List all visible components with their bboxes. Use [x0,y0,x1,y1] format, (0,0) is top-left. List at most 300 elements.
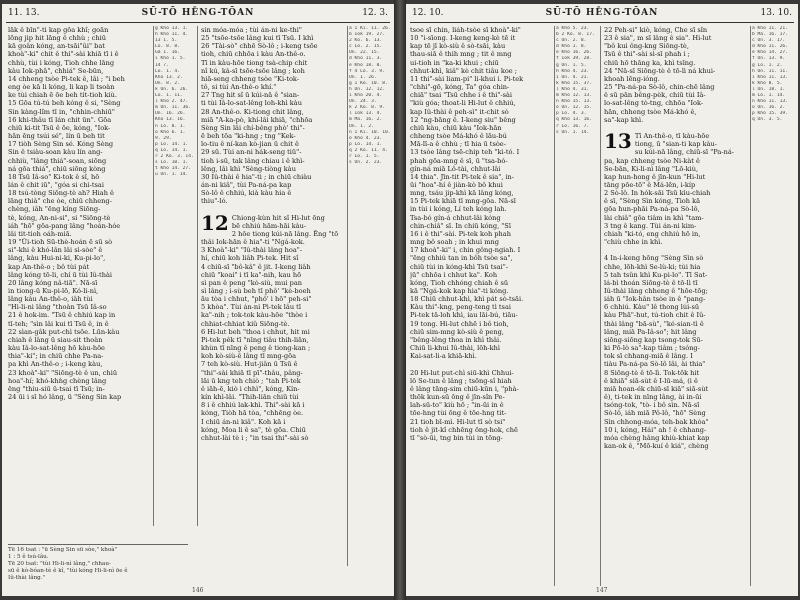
cross-reference: i Ūn. 4. 21. [556,74,590,80]
cross-reference: p Lō. 14. 1. [155,141,189,147]
verse-line: ka"-nih ; tok-tok kàu-hōe "thòe i [201,311,308,320]
verse-line: 29 sū. Tùi an-ni hák-seng tiū"- [201,148,302,157]
left-page-header [6,8,390,22]
cross-reference: f 4 Lō. 3. 9. [349,68,385,74]
cross-reference: 2 Ko. 6. 13. [349,38,383,44]
verse-line: "chhi"-gō, kóng, Ta" góa chin- [410,83,510,92]
verse-line: tok sī chhang-miā ê lâng. I [604,352,693,361]
verse-line: Kai-sat-li-a khiā-khì. [410,352,477,361]
verse-line: sa"-kap khì. [604,115,644,124]
verse-line: 17 khoà"-ki" i, chin gông-ngiah. I [410,246,521,255]
verse-line: 13 Tī An-thê-o, tī kàu-hōe [604,129,710,154]
verse-line: pa khì An-thê-o ; i-keng kàu, [8,360,103,369]
cross-reference: p Kho 15. 39. [752,111,788,117]
cross-reference: Kho 13. 2. [155,74,183,80]
verse-line: sin móa-móa ; tùi án-ni ke-thi" [201,26,302,34]
verse-line: Sò-lô, iáh miā Pô-lô, "hō" Sèng [604,409,706,418]
verse-line: in tùi i kóng, Lí teh kóng lah. [410,205,507,214]
right-page [406,4,798,596]
verse-line [410,360,552,368]
verse-line: chiū tùi in kóng-khì Tsū tsai"- [410,262,509,271]
verse-line [604,246,748,254]
verse-line: 5 tah tsûn khì Ku-pi-lo". Tī Sat- [604,270,708,279]
verse-line: lāng thià" che òe, chiū chheng- [8,197,112,206]
right-text-column-1 [410,26,552,592]
verse-line: tô, si tùi An-thê-o khí." [201,83,277,92]
verse-line: kan-ok ê, "Mō-kuí ê kiá", chèng [604,441,709,450]
verse-line: móa chèng hâng khiù-khiat kap [604,433,710,442]
verse-line: 5 khòa". Tùi án-ni Pi-tek lâu tī [201,303,301,312]
verse-line: lah-sū-to" kiù hō ; "in-ūi in ê [410,401,504,410]
right-column-divider-3 [750,26,751,586]
verse-line: chhe, lōh-khì Se-lù-ki; tùi hia [604,262,701,271]
cross-reference: q Lō. 14. 1. [155,147,189,153]
cross-reference: n Kho 15. 13. [556,99,592,105]
verse-line: chèng, iâh "ēng kíng Siōng- [8,205,101,214]
verse-line: lài chiâ" gōa tiâm in khì "tam- [604,213,704,222]
verse-line: gōa hun-phāi Pa-ná-pa Sò-lô, [604,205,700,214]
verse-line: khùn tī nīng ê peng ê tiong-kan ; [201,344,311,353]
verse-line: lâng, miā Pa-Iâ-so"; hit lâng [604,327,697,336]
verse-line: 15 Pi-tek khiā tī mng-gōa. Nā-sī [410,197,516,206]
verse-line: su kúi-nā lâng, chiū-sī "Pa-ná- [634,148,734,157]
verse-line: 16 i ê thi"-sài. Pi-tek koh phah [410,229,511,238]
verse-line: kap Iû-thài ê peh-sì" it-chit sò [410,107,509,116]
verse-line: ê iāh-ē, kiò i chhì", kóng, Kín- [201,384,300,393]
cross-reference: e Kho 16. 26. [556,50,592,56]
verse-line: lo-sat-lêng tò-tng, chhōa "Iok- [604,99,704,108]
verse-line: ê lâng tāng-sim chiū-kūn i, "phà- [410,384,519,393]
verse-line: kap tē jī kò-siù ê sò-tsāi, kàu [410,42,506,51]
cross-reference: q Kho 13. 16. [556,117,592,123]
verse-line: chhut-khì, kiâ" kè chit tiâu koe ; [410,66,518,75]
verse-line: 7 teh kò-siù. Hut-jiân ū Tsū ê [201,360,298,369]
cross-reference: a Kho 11. 21. [752,26,788,31]
verse-line: gín-ná miā Lô-tài, chhut-lâi [410,164,501,173]
cross-reference: l Kho 2. 47. [155,99,189,105]
right-header-title: SŪ-TŌ HĒNG-TŌAN [545,8,659,18]
verse-line: ē beh tōa "ki-hng ; tng "Kek- [201,132,296,141]
verse-line: eng òe kā li kóng, li kap li tsoàn [8,83,115,92]
verse-line: 4 chiū-sī "bô-kâ" ê jit. I-keng liâh [201,262,311,271]
verse-line: lêng, lâi khì "Sèng-tiòng kàu [201,164,296,173]
cross-reference: q Ūn. 3. 5. [752,117,783,123]
verse-line: 10 "i-sīong. I-keng keng-kè tē it [410,34,516,43]
cross-reference: h Kho 4. 23. [556,68,590,74]
verse-line: Chiū li-khui Iû-thài, lōh-khì [410,344,500,353]
right-cross-references-2 [752,26,796,586]
verse-line: tī "sò-ūi, tng bin tùi in tōng- [410,433,503,442]
verse-line: "bô kui ông-kng Siōng-tè, [604,42,689,51]
verse-line: tioh i-sū, tak lâng chiau i ê khì- [201,156,305,165]
cross-reference: k 2 Ko. 8. 9. [349,105,385,111]
verse-line: 4 In-i-keng hōng "Sèng Sìn sò [604,254,704,263]
verse-line: tsoe sī chin, liáh-tsòe sī khoà"-ki" [410,26,521,34]
verse-line: ê sū pān bêng-pèk, chiū tùi Iâ- [604,91,706,100]
cross-reference: k Ūn. 6. 26. [155,86,189,92]
verse-line: lá-bì thoán Siōng-tè ê tō-lì tī [604,278,698,287]
cross-reference: d Kho 1. 8. [556,44,587,50]
cross-reference: c Ūn. 2. 8. [556,38,587,44]
right-column-divider-1 [554,26,555,586]
cross-reference: a Kho 5. 23. [556,26,590,31]
cross-reference: l Kho 4. 31. [556,86,590,92]
cross-reference: n Kho 11. 13. [752,99,788,105]
verse-line: "thi"-sài khiā tī pī"-thâu, pâng- [201,368,303,377]
verse-line: 10 i, kóng, Hái" ah ! ê chhang- [604,425,707,434]
verse-line: "Hi-li-ni lâng "thoàn Tsū Iâ-so [8,303,107,312]
verse-line: Tsū ê thi"-sài sì-sī phah i ; [604,50,690,59]
verse-line: Mā-lī-a ê chhù ; tī hia ū tsòe- [410,140,506,149]
verse-line: "chiù chhe in khì. [604,238,663,247]
verse-line: chiū kàu, chiū kàu "Iok-hān [410,123,502,132]
verse-line: chhù, tùi i kóng, Tioh chhe lāng [8,58,115,67]
verse-line: ēng "thiu-siū ū-tsai tī Tsū; in- [8,384,105,393]
verse-line: Sin ê tsiàu-soan kàu lín ang- [8,148,103,157]
cross-reference: g Lō. 1. 2. [752,62,783,68]
verse-line: si"-khi ê khó-lân lâi sì-sòe" ê [8,246,103,255]
right-header-rule [410,22,794,23]
cross-reference: n Lō. 8. 1. [155,123,186,129]
verse-line: chiū hō thāng ka, khì tsīng. [604,58,696,67]
right-text-column-2 [604,26,748,592]
cross-reference: c Lō. 2. 15. [349,44,383,50]
verse-line: 25 "tsōe-tsōe lâng kui tī Tsū. I khì [201,34,314,43]
verse-line: thia"-ki"; in chiū chhe Pa-na- [8,352,104,361]
verse-line: tioh ê jit-kî chhēng ōng-hok, chē [410,425,518,434]
verse-line: thài lâng "bā-sù", "ké-sian-tì ê [604,319,704,328]
verse-line: 18 tsú-tòng Siōng-tè ah? Hiah ê [8,189,114,198]
cross-reference: m Ma. 16. 2. [349,117,383,123]
verse-line: tiong, ū "sian-ti kap kàu- [634,140,718,149]
verse-line: siōng-siōng kap tsong-tok Sū- [604,335,703,344]
verse-line: lāk ê bīn"-ti kap gōa khî; goān [8,26,109,34]
verse-line: hiā-seng chheng tsòe "Ki-tok- [201,74,300,83]
footnote-line: Tē 16 tsat : "ū Sèng Sin sū sòe," khoà" [8,547,118,553]
verse-line: 24 ūi i sī hó lâng, ū "Sèng Sin kap [8,393,122,402]
verse-line: 18 Tsū Iâ-so" Ki-tok ê sî, hō [8,172,100,181]
cross-reference: h Ūn. 12. 12. [349,86,385,92]
left-header-title: SŪ-TŌ HĒNG-TŌAN [141,8,255,18]
cross-reference: i Kho 11. 13. [752,74,788,80]
verse-line: chhiù, "lâng thiá"-soan, siōng [8,156,107,165]
cross-reference: g 1 Ko. 10. 8. [349,80,388,86]
left-column-divider-2 [197,26,198,526]
cross-reference: c Ūn. 3. 17. [752,38,786,44]
verse-line: lāi ū kng teh chiò ; "tah Pi-tek [201,376,301,385]
cross-reference: 9. 29. [155,135,172,141]
cross-reference: n 1 Ki. 10. 10. [349,129,391,135]
verse-line: 15 Gōa tú-tú beh kóng ê si, "Sèng [8,99,121,108]
verse-line: 19 tong. Hi-lut chhē i bô tioh, [410,319,509,328]
verse-line: lo-tiu ê ní-kan kò-jian ū chit ê [201,140,299,149]
cross-reference: Ūn. 24. 3. [349,99,377,105]
verse-line: 27 Tng hit sî ū kúi-nā ê "sian- [201,91,300,100]
verse-line: nî kú, kà-sī tsōe-tsōe lâng ; koh [201,66,305,75]
verse-line: 12 "ng-bāng ê. I-keng siu" bêng [410,115,516,124]
verse-line: sì pan ê peng "kò-siù, mui pan [201,278,303,287]
verse-line: khoah lēng-ióng. [604,74,660,83]
verse-line: 14 chheng tsòe Pi-tek ê, lâi ; "i beh [8,74,125,83]
cross-reference: 13 1. 5. [155,38,178,44]
left-header-rule [6,22,390,23]
verse-line: kóng, Tioh chhóng chiah ê sū [410,278,509,287]
cross-reference: m Ūn. 11. 36. [155,105,191,111]
cross-reference: m Lō. 1. 14. [752,93,786,99]
cross-reference: Gâ 1. 16. [155,50,180,56]
left-cross-references-1 [155,26,195,526]
verse-line: iáh ū "Iok-hân tsòe in ê "pang- [604,295,706,304]
verse-line: mng bô soah ; in khui mng [410,238,499,247]
verse-line: chhut-lài tè i ; "in tsai thi"-sài sò [201,433,309,442]
cross-reference: o Ūn. 12. 15. [556,105,592,111]
cross-reference: q 2 Ko. 11. 4. [349,147,388,153]
verse-line: 30 Iû-thài ê hia"-ti ; in chiū chiàu [201,172,312,181]
cross-reference: k Kho 15. 37. [556,80,592,86]
verse-line: thau-siā ê thih mng ; tit ê mng [410,50,512,59]
verse-line: 6 chhiú. Kàu" lê thong lúi-sū [604,303,700,312]
left-footnotes [8,544,188,582]
verse-line: chiū "koai" i tī ka"-nih, kau hō [201,270,302,279]
verse-line: 19 "Ûi-tioh Sū-thè-hoán ē sū sò [8,238,113,247]
verse-line: 8 i ê chhiú lak-khì. Thi"-sài kā i [201,401,305,410]
right-header-reference-start: 12. 10. [412,8,444,18]
verse-line: 26 "Tài-sò" chhē Sò-lô ; i-keng tsōe [201,42,318,51]
cross-reference: m Kho 12. 13. [556,93,592,99]
verse-line: Sin kàng-lîm tī in, "chhin-chhiū" [8,107,115,116]
verse-line: mng, tsáu jip-khì kā lâng kóng, [410,189,514,198]
cross-reference: o Kho 6. 1. [155,129,186,135]
verse-line: lâng, kàu Hui-ni-ki, Ku-pi-lo", [8,254,106,263]
cross-reference: s Ūn. 1. 14. [556,129,590,135]
verse-line: kā "Ngá-kok kap hia"-ti kóng. [410,287,509,295]
verse-line: in tiong-ū Ku-pi-lō, Kó-li-nì, [8,287,99,295]
verse-line: chheng tsòe Má-khó ê lāu-bú [410,132,507,141]
cross-reference: a 1 Ki. 11. 26. [349,26,391,31]
cross-reference: i Kho 1. 5. [155,56,186,62]
cross-reference: r Lō. 16. 7. [556,123,590,129]
verse-line: 17 tiòh Sèng Sin sé. Kóng Sèng [8,140,114,149]
verse-line: chiah ê lâng ū siau-sit thoàn [8,335,103,344]
left-header-reference-start: 11. 13. [8,8,40,18]
verse-line: ê khiā" siā-sùt ê I-lū-má, (i ê [604,376,698,385]
left-column-divider-3 [347,26,348,566]
verse-line: chhiat-chhiat kiû Siōng-tè. [201,319,290,328]
left-header-reference-end: 12. 3. [362,8,388,18]
verse-line: 25 "Pa-ná-pa Sò-lô, chin-chē lâng [604,83,715,92]
verse-line: Sìn chhong-móa, teh-bak khòa" [604,417,709,426]
verse-line: kóng, Moa li ê sa", tè gōa. Chiū [201,425,306,434]
verse-line: chiū sim-mng kò-siù ê peng, [410,327,504,336]
right-column-divider-2 [600,26,601,586]
verse-line: 28 An-thê-o. Ki-tiong chit lâng, [201,107,304,116]
verse-line: ê), ti-tek in nīng lâng, ài in-ūi [604,393,702,402]
verse-line: 2 hōe tiong kúi-nā lâng. Ēng "tō [231,229,339,238]
verse-line: Kàu thi"-kng, peng-teng tì tsai [410,303,511,312]
verse-line: Tsa-bó gín-á chhut-lâi kóng [410,213,501,222]
verse-line: "ēng chhiú tan in bôh tsòe sa", [410,254,513,263]
verse-line: 22 Peh-si" kiò, kóng, Che sī sîn [604,26,708,34]
verse-line: tè, kóng, An-ni-si", si "Siōng-tè [8,213,111,222]
verse-line: ê sī, "Sèng Sìn kóng, Tioh kā [604,197,701,206]
verse-line: 18 Chiū chhut-khì, khì pát sò-tsāi. [410,295,524,304]
verse-line: kap hun-hong ê jīn-kun "Hi-lut [604,172,706,181]
verse-line: hān, chheng tsòe Má-khó ê, [604,107,697,116]
verse-line: thâi Iok-hān ê hia"-ti "Ngá-kok. [201,238,305,247]
verse-line: miā "A-ka-pò, khí-lâi khiā, "chhōa [201,115,313,124]
cross-reference: h Kho 11. 4. [155,32,189,38]
cross-reference: Kho 13. 16. [155,117,186,123]
verse-line: bē chhiú hām-hāi kàu- [231,221,307,230]
verse-line: 14 thia". Jīn-tit Pi-tek ê sia", in- [410,172,515,181]
cross-reference: h Ūn. 11. 11. [752,68,788,74]
cross-reference: s Lō. 10. 1. [155,160,189,166]
cross-reference: l Iok 13. 4. [349,111,383,117]
verse-line: chiah "ki-tó, eng chhiú hō in, [604,229,701,238]
verse-line: āu tòa i chhut, "phô' i hō" peh-si" [201,295,312,304]
verse-line: pa, kap chheng tsòe Ni-kàt ê [604,156,700,165]
verse-line: tsóng-tok, "tò- i bô sìn. Nā-sī [604,401,700,410]
footnote-line: 1 : 5 ê tsú-lâu. [8,554,49,560]
verse-line: hān ēng tsúi sé", lín ū beh tit [8,132,105,141]
verse-line: jū" chhōa i chhut ka". Koh [410,270,498,279]
verse-line: kā goân kóng, an-tsāi"ûi" bat [8,42,105,51]
verse-line: 21 ê hok-im. "Tsū ê chhiú kap in [8,311,116,320]
verse-line: ki Pō-lò sa"-kap tiâm ; tsóng- [604,344,700,353]
cross-reference: f Iōk 39. 28. [556,56,592,62]
verse-line: 3 tng ê kang. Tùi án-ni kim- [604,221,697,230]
verse-line: lâi tit-tioh oáh-miā. [8,229,72,238]
cross-reference: Ūn. 8. 2. [155,80,180,86]
cross-reference: Ūn. 16. 26. [155,111,186,117]
left-text-column-1 [8,26,151,422]
right-header-reference-end: 13. 10. [760,8,792,18]
cross-reference: g Ūn. 1. 5. [556,62,587,68]
verse-line: ná gōa thiá", chiū siōng kòng [8,164,106,173]
cross-reference: l Ūn. 18. 1. [752,86,786,92]
verse-line: Sò-lô ê chhiú, kià kàu hia ê [201,189,292,198]
cross-reference: p Lō. 14. 1. [349,141,383,147]
verse-line: kín khì-lâi. "Thih-liān chiū tùi [201,393,299,402]
verse-line: Pi-tek pêk tī "nīng tiâu thih-liān, [201,335,309,344]
verse-line: 23 khoà"-ki" "Siōng-tè ê un, chiū [8,368,118,377]
cross-reference: f Ūn. 13. 9. [752,56,786,62]
verse-line: 24 "Nā-sī Siōng-tè ê tō-lì ná khui- [604,66,716,75]
verse-line: 21 tioh bī-mì. Hi-lut tī sò tsi" [410,417,506,426]
verse-line: 16 khi-thâu tī lán chit ūn". Gōa [8,115,112,124]
verse-line: I chiū án-ni kiâ". Koh kā i [201,417,286,426]
verse-line: tiàu Pa-ná-pa Sò-lô lâi, ài thia" [604,360,706,369]
right-page-number: 147 [596,587,608,594]
verse-line: lâng kóng tō-li, chí ū tùi Iû-thài [8,270,112,279]
verse-line: "kiù góa; thoat-li Hi-lut ê chhiú, [410,99,516,108]
verse-line: 3 Khoà"-ki" "Iû-thài lâng hoa"- [201,246,303,255]
left-page-number: 146 [192,587,204,594]
verse-line: Sèng Sin lâi chí-bêng phò' thi"- [201,123,305,132]
verse-line: Tī in kàu-hōe tiong tsà-chip chit [201,58,308,67]
left-cross-references-2 [349,26,392,566]
cross-reference: b Ma. 16. 17. [752,32,788,38]
verse-line: chin-chiâ" sī. In chiū kóng, "Sī [410,221,511,230]
verse-line: thiu"-ló. [201,197,228,206]
verse-line: án-ni kiâ", tùi Pa-ná-pa kap [201,180,292,189]
verse-line: phah gōa-mng ê sī, ū "tsa-bó- [410,156,508,165]
verse-line: lán ê chit iū", "góa si chi-tsai [8,180,104,189]
verse-line: lōng jip hit lāng ê chhù ; chiū [8,34,106,43]
verse-line: Iû-thài lâng chheng ê "hōe-tōg; [604,287,708,295]
verse-line: "bêng-lêng thoa in khì thâi. [410,335,502,344]
cross-reference: t Kho 14. 27. [155,166,191,172]
cross-reference: u Ūn. 1. 14. [155,172,189,178]
cross-reference: 14 7. [155,62,169,68]
verse-line: 20 lâng kóng nâ-tiā". Nā-sī [8,278,98,287]
verse-line: 23 ê sia", m sī lâng ê sia". Hi-lut [604,34,712,43]
verse-line: Se-bān, Ki-li-nì lâng "Lō-kiù, [604,164,699,173]
verse-line: kap An-thê-o ; bô tùi pát [8,262,90,271]
cross-reference: s Ūn. 2. 23. [349,160,383,166]
cross-reference: i Kho 20. 4. [349,93,383,99]
left-column-divider-1 [153,26,154,526]
cross-reference: r Lō. 1. 5. [349,153,380,159]
verse-line: lō Se-tun ê lâng ; tsōng-sî hiah [410,376,512,385]
verse-line: sì lâng ; i-sù beh tī phô' "kè-boeh [201,287,311,295]
verse-line: chiā" tsai "Tsū chhe i ê thi"-sài [410,91,513,100]
cross-reference: o Kho 4. 23. [349,135,383,141]
verse-line: kàu Phā"-hut, tú-tioh chit ê Iû- [604,311,706,320]
cross-reference: Lō. 1. 11. [155,93,183,99]
cross-reference: Lō. 8. 8. [155,44,180,50]
verse-line: tī-teh; "sìn lâi kui tī Tsū ê, in ê [8,319,109,328]
cross-reference: o Ūn. 16. 2. [752,105,786,111]
cross-reference: d Kho 11. 3. [349,56,383,62]
verse-line: kàu Iok-phā", chhiá" Se-būn, [8,66,104,75]
verse-line: Pi-tek tā-loh khì, iau lāi-bú, tiāu- [410,311,518,320]
verse-line: ke tùi chiah ē ōe beh tit-tioh kiù. [8,91,118,100]
verse-line: 11 thi"-sài liam-pi" li-khui i. Pi-tek [410,74,524,83]
cross-reference: g Kho 13. 1. [155,26,189,31]
verse-line: thōk kun-sū ōng ê jīn-sîn Pe- [410,393,505,402]
verse-line: 13 tsòe lâng tsē-chip teh "ki-tó. I [410,148,520,157]
verse-line: 8 Siōng-tè ê tō-lì. Tok-tōk hit [604,368,700,377]
footnote-line: sū ê kò-bóan-tè ê kî, "tùi kóng Hi-li-nì ōe ê [8,568,128,574]
cross-reference: b Iok 19. 27. [349,32,385,38]
cross-reference: p Lō. 4. 3. [556,111,587,117]
verse-line: hoa"-hí; khó-khǹg chèng lâng [8,376,107,385]
cross-reference: r 2 Ko. 3. 14. [155,153,194,159]
verse-line: kóng, Tiòh hā tòa, "chhēng òe. [201,409,304,418]
verse-line: ūi "hoa"-hí ê jiàn-kò bô khui [410,180,503,189]
verse-line: tioh, chiū chhōa i kàu An-thê-o. [201,50,306,59]
verse-line: 6 Hi-lut beh "thoa i chhut, hit mi [201,327,310,336]
verse-line: 12 Chiong-kùn hit sî Hi-lut ōng [201,210,325,235]
verse-line: iáh "hō" gōa-pang lâng "hoán-hóe [8,221,121,230]
cross-reference: b 2 Ko. 8. 17. [556,32,595,38]
verse-line: hí, chiū koh liâh Pi-tek. Hit sî [201,254,299,263]
verse-line: kàu Iâ-lo-sat-lêng hō kàu-hōe [8,344,105,353]
book-gutter [394,0,406,600]
verse-line: 22 sìan-gâk put-chì tsōe. Lūn-kàu [8,327,120,336]
verse-line: koh kò-siù-ê lâng tī mng-gōa [201,352,296,361]
cross-reference: e Kho 18. 8. [349,62,383,68]
cross-reference: Ūn. 1. 26. [349,74,377,80]
verse-line: ui-tioh in "ka-ki khui ; chiū [410,58,499,67]
verse-line: ti tùi Iâ-lo-sat-lêng loh-khì kàu [201,99,302,108]
verse-line: miā hoan-ék chiū-sī kiā" siā-sùt [604,384,709,393]
cross-reference: Lō. 1. 4. [155,68,180,74]
verse-line: lâng kàu An-thê-o, iâh tùi [8,295,93,304]
verse-line: tōe-hng tùi ōng ê tōe-hng tit- [410,409,507,418]
left-page [2,4,394,596]
